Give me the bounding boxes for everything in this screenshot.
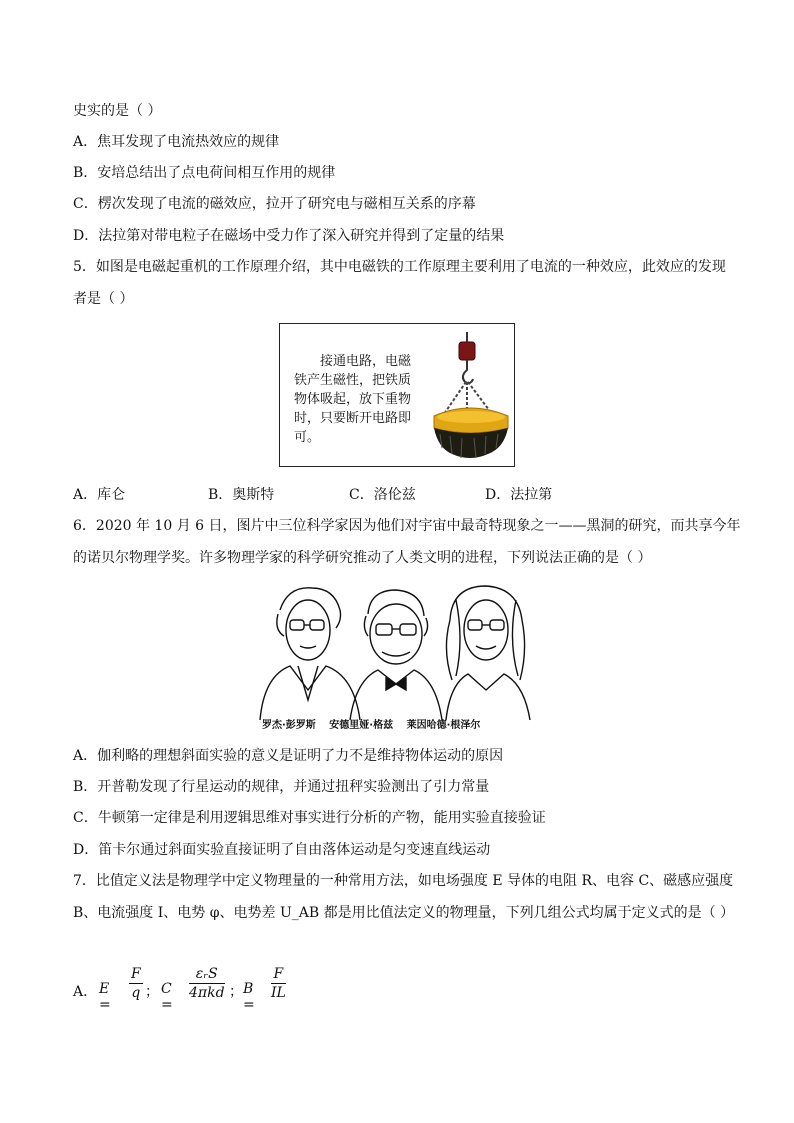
formula-e-fraction [129,965,143,1002]
formula-b-fraction [271,965,286,1002]
q5-option-c: C．洛伦兹 [349,487,416,503]
electromagnet-crane-icon [430,330,512,464]
scientists-caption [262,716,490,731]
caption-genzel: 莱因哈德·根泽尔 [406,720,481,731]
formula-b-numerator: F [271,965,286,984]
scientists-portrait-illustration [250,580,540,730]
q4-option-b: B．安培总结出了点电荷间相互作用的规律 [73,165,336,181]
q5-stem-line2: 者是（ ） [73,291,134,307]
formula-e-lhs: E = [99,981,111,1013]
formula-e-denominator: q [131,985,141,1001]
q6-option-b: B．开普勒发现了行星运动的规律，并通过扭秤实验测出了引力常量 [73,779,490,795]
q5-option-d: D．法拉第 [485,487,553,503]
formula-b-lhs: B = [243,981,255,1013]
q6-option-a: A．伽利略的理想斜面实验的意义是证明了力不是维持物体运动的原因 [73,748,504,764]
figure-caption-text: 接通电路，电磁铁产生磁性，把铁质物体吸起，放下重物时，只要断开电路即可。 [294,354,412,445]
formula-c-numerator: εᵣS [189,965,225,984]
q7-stem-line1: 7．比值定义法是物理学中定义物理量的一种常用方法，如电场强度 E 导体的电阻 R、电容 C、磁感应强度 [73,873,734,889]
q4-stem-tail: 史实的是（ ） [73,103,162,119]
q7-stem-line2: B、电流强度 I、电势 φ、电势差 U_AB 都是用比值法定义的物理量，下列几组公式均属于定义式的是（ ） [73,905,735,921]
formula-separator-2: ； [229,984,243,1000]
formula-b-denominator: IL [271,985,286,1001]
q6-option-c: C．牛顿第一定律是利用逻辑思维对事实进行分析的产物，能用实验直接验证 [73,810,546,826]
q6-stem-line2: 的诺贝尔物理学奖。许多物理学家的科学研究推动了人类文明的进程，下列说法正确的是（ ） [73,550,652,566]
q7-option-a-label: A． [73,984,98,1000]
q4-option-c: C．楞次发现了电流的磁效应，拉开了研究电与磁相互关系的序幕 [73,196,476,212]
q5-options [73,484,713,504]
formula-c-fraction [189,965,225,1002]
q4-option-d: D．法拉第对带电粒子在磁场中受力作了深入研究并得到了定量的结果 [73,228,505,244]
q4-option-a: A．焦耳发现了电流热效应的规律 [73,134,280,150]
q6-option-d: D．笛卡尔通过斜面实验直接证明了自由落体运动是匀变速直线运动 [73,842,491,858]
formula-e-numerator: F [131,966,141,982]
electromagnet-crane-figure [279,323,515,467]
q5-option-b: B．奥斯特 [208,487,275,503]
q5-option-a: A．库仑 [73,487,126,503]
caption-penrose: 罗杰·彭罗斯 [262,720,316,731]
q5-stem-line1: 5．如图是电磁起重机的工作原理介绍，其中电磁铁的工作原理主要利用了电流的一种效应，此效应的发现 [73,259,726,275]
formula-separator-1: ； [145,984,159,1000]
caption-ghez: 安德里娅·格兹 [329,720,394,731]
q6-stem-line1: 6．2020 年 10 月 6 日，图片中三位科学家因为他们对宇宙中最奇特现象之一——黑洞的研究，而共享今年 [73,518,741,534]
formula-c-lhs: C = [161,981,173,1013]
formula-c-denominator: 4πkd [189,985,225,1001]
